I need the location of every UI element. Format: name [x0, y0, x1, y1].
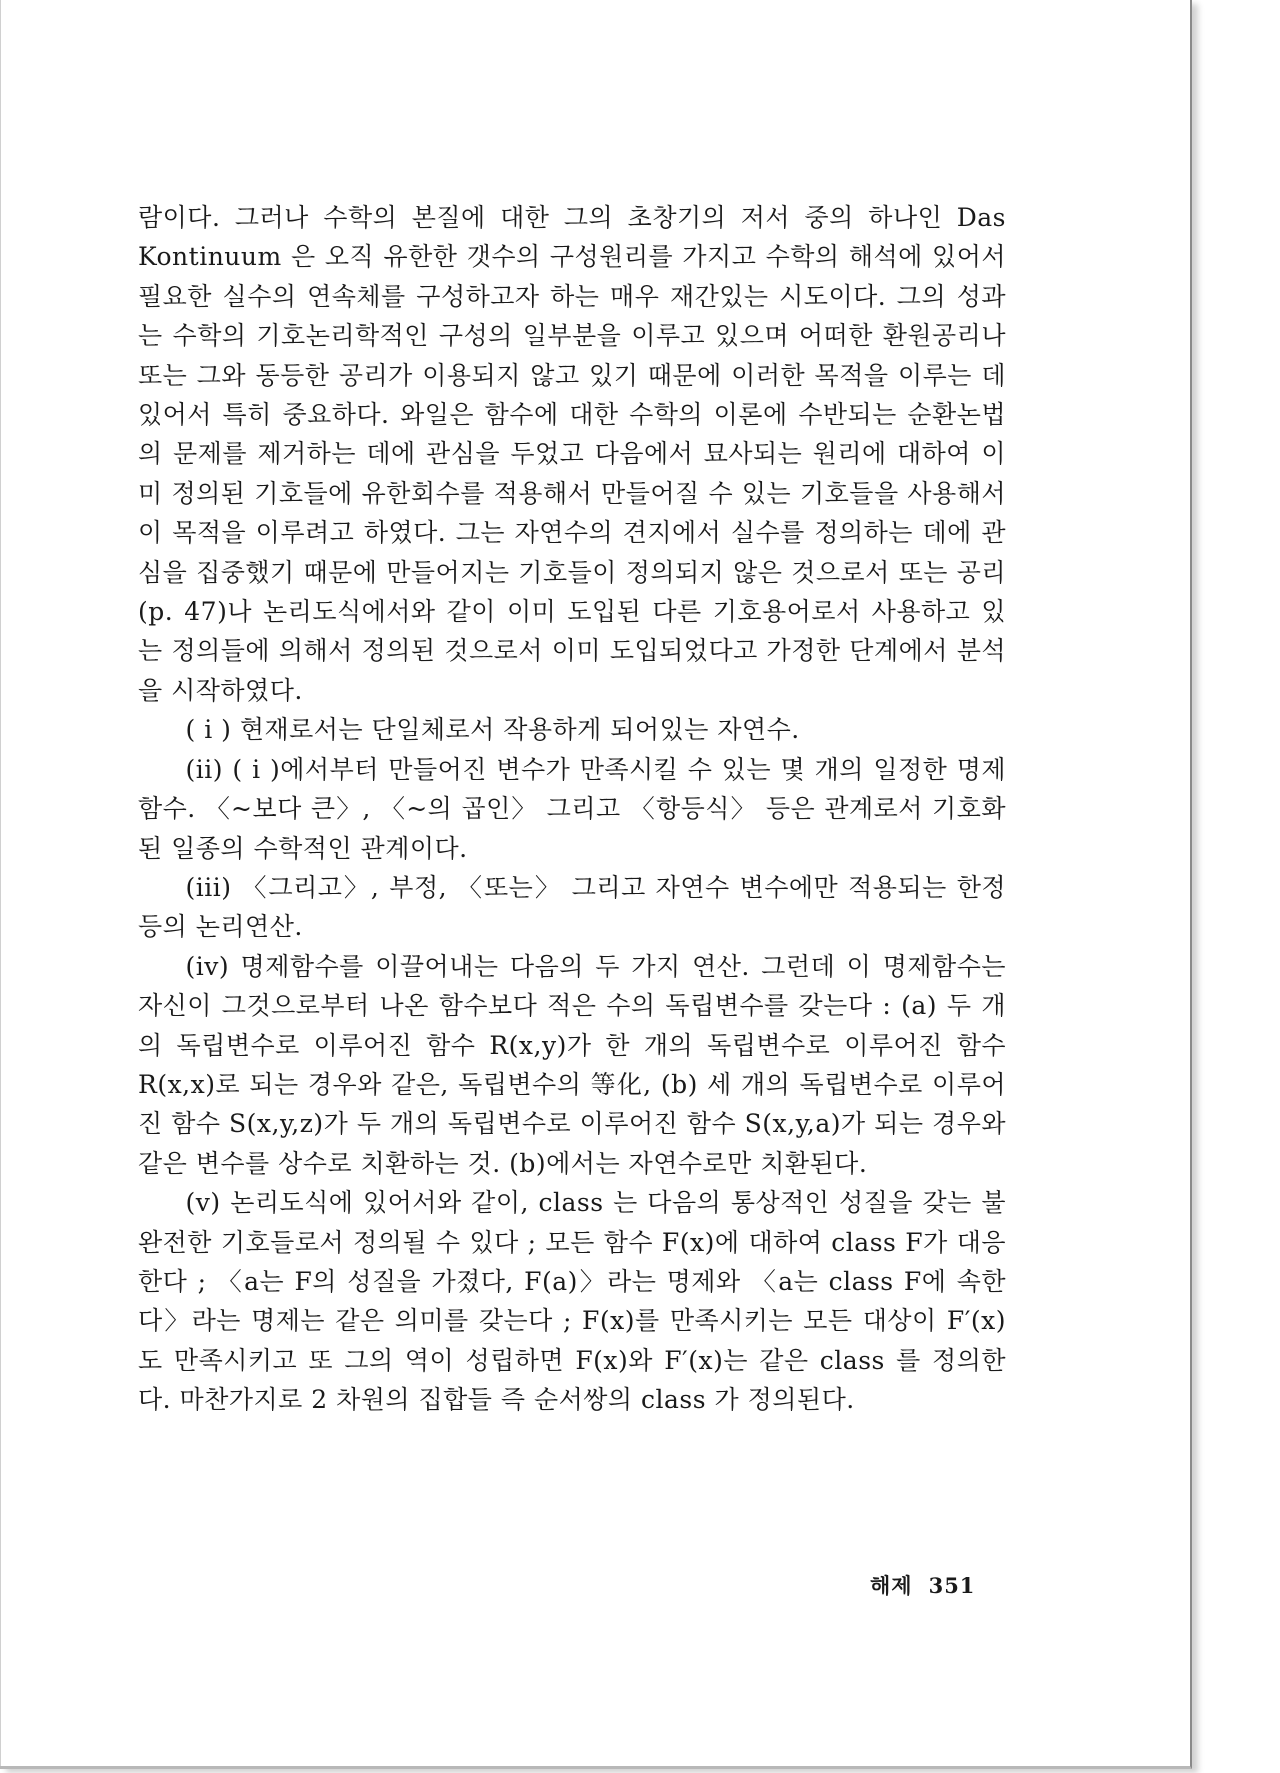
paragraph-intro: 람이다. 그러나 수학의 본질에 대한 그의 초창기의 저서 중의 하나인 Das Kontinuum 은 오직 유한한 갯수의 구성원리를 가지고 수학의 해석에 있어서 필요한 실수의 연속체를 구성하고자 하는 매우 재간있는 시도이다. 그의 성과는 수학의 기호논리학적인 구성의 일부분을 이루고 있으며 어떠한 환원공리나 또는 그와 동등한 공리가 이용되지 않고 있기 때문에 이러한 목적을 이루는 데 있어서 특히 중요하다. 와일은 함수에 대한 수학의 이론에 수반되는 순환논법의 문제를 제거하는 데에 관심을 두었고 다음에서 묘사되는 원리에 대하여 이미 정의된 기호들에 유한회수를 적용해서 만들어질 수 있는 기호들을 사용해서 이 목적을 이루려고 하였다. 그는 자연수의 견지에서 실수를 정의하는 데에 관심을 집중했기 때문에 만들어지는 기호들이 정의되지 않은 것으로서 또는 공리(p. 47)나 논리도식에서와 같이 이미 도입된 다른 기호용어로서 사용하고 있는 정의들에 의해서 정의된 것으로서 이미 도입되었다고 가정한 단계에서 분석을 시작하였다.	[138, 203, 1006, 705]
paragraph-item-iii: (iii) 〈그리고〉, 부정, 〈또는〉 그리고 자연수 변수에만 적용되는 한정 등의 논리연산.	[138, 872, 1006, 942]
body-text	[138, 198, 1006, 1420]
page-number: 351	[928, 1573, 976, 1598]
paragraph-item-v: (v) 논리도식에 있어서와 같이, class 는 다음의 통상적인 성질을 갖는 불완전한 기호들로서 정의될 수 있다 ; 모든 함수 F(x)에 대하여 class F가 대응한다 ; 〈a는 F의 성질을 가졌다, F(a)〉라는 명제와 〈a는 class F에 속한다〉라는 명제는 같은 의미를 갖는다 ; F(x)를 만족시키는 모든 대상이 F′(x)도 만족시키고 또 그의 역이 성립하면 F(x)와 F′(x)는 같은 class 를 정의한다. 마찬가지로 2 차원의 집합들 즉 순서쌍의 class 가 정의된다.	[138, 1188, 1006, 1415]
paragraph-item-ii: (ii) ( i )에서부터 만들어진 변수가 만족시킬 수 있는 몇 개의 일정한 명제함수. 〈~보다 큰〉, 〈~의 곱인〉 그리고 〈항등식〉 등은 관계로서 기호화된 일종의 수학적인 관계이다.	[138, 754, 1006, 863]
paragraph-item-i: ( i ) 현재로서는 단일체로서 작용하게 되어있는 자연수.	[185, 715, 800, 745]
page-footer	[870, 1570, 991, 1600]
footer-section-title: 해제	[870, 1573, 913, 1598]
paragraph-item-iv: (iv) 명제함수를 이끌어내는 다음의 두 가지 연산. 그런데 이 명제함수는 자신이 그것으로부터 나온 함수보다 적은 수의 독립변수를 갖는다 : (a) 두 개의 독립변수로 이루어진 함수 R(x,y)가 한 개의 독립변수로 이루어진 함수 R(x,x)로 되는 경우와 같은, 독립변수의 等化, (b) 세 개의 독립변수로 이루어진 함수 S(x,y,z)가 두 개의 독립변수로 이루어진 함수 S(x,y,a)가 되는 경우와 같은 변수를 상수로 치환하는 것. (b)에서는 자연수로만 치환된다.	[138, 951, 1006, 1178]
